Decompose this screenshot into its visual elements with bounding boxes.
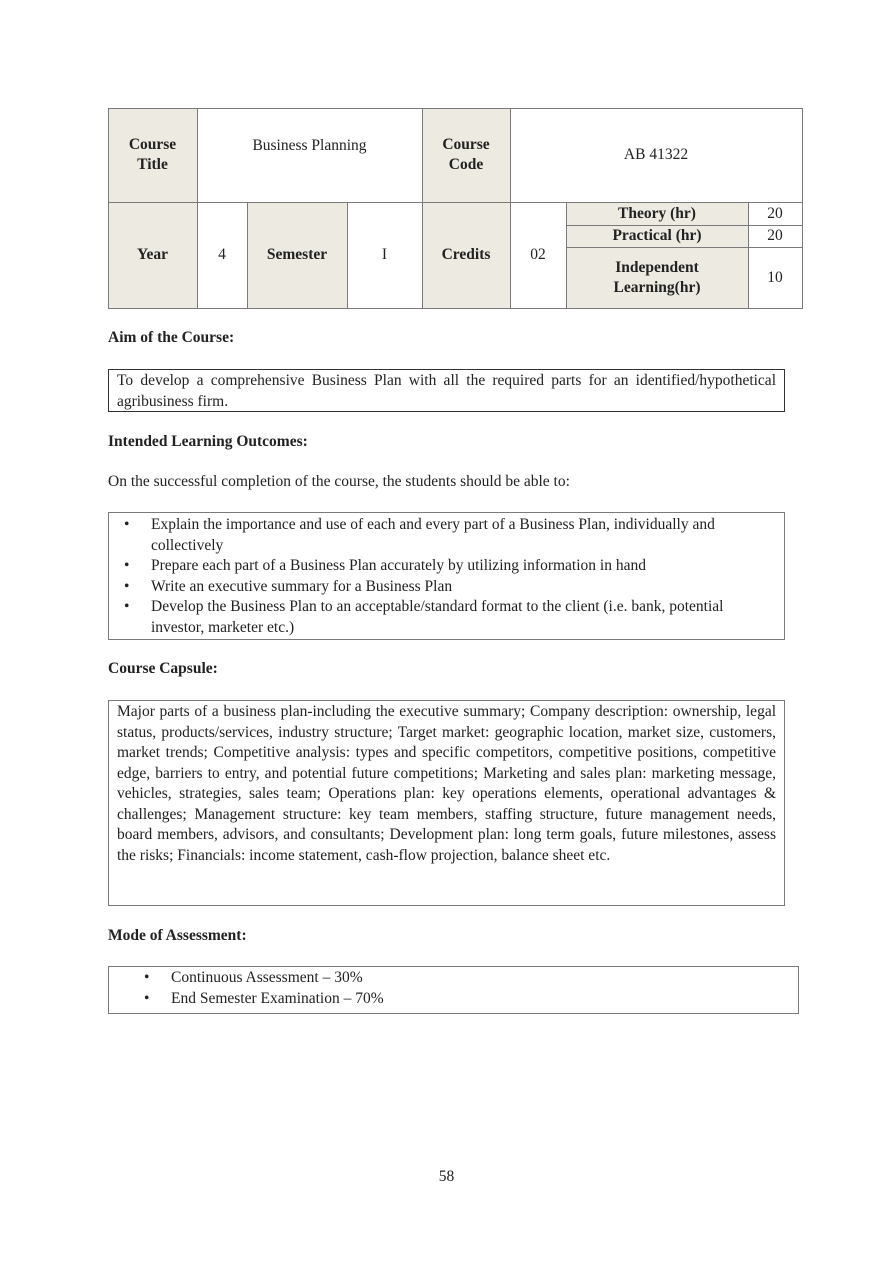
course-title-label — [108, 108, 197, 202]
table-col-divider — [347, 202, 348, 309]
practical-hours-label: Practical (hr) — [566, 225, 748, 247]
ilo-item-text: Develop the Business Plan to an acceptable/standard format to the client (i.e. bank, potential investor, marketer etc.) — [151, 598, 724, 636]
ilo-item-text: Write an executive summary for a Business Plan — [151, 577, 453, 595]
table-border-top — [108, 108, 803, 109]
bullet-icon: • — [124, 598, 130, 615]
credits-value: 02 — [530, 246, 546, 263]
ilo-box — [108, 512, 785, 640]
table-col-divider — [247, 202, 248, 309]
bullet-icon: • — [144, 989, 150, 1007]
assessment-box — [108, 966, 799, 1014]
independent-learning-label-text: Independent Learning(hr) — [613, 258, 701, 296]
bullet-icon: • — [144, 969, 150, 986]
table-col-divider — [422, 108, 423, 309]
practical-hours-value: 20 — [767, 227, 783, 244]
independent-learning-label — [566, 247, 748, 308]
bullet-icon: • — [124, 516, 130, 533]
independent-learning-value: 10 — [767, 268, 783, 286]
assessment-heading: Mode of Assessment: — [108, 927, 247, 944]
capsule-heading: Course Capsule: — [108, 660, 218, 677]
assessment-item-text: Continuous Assessment – 30% — [171, 969, 363, 986]
table-subrow-divider — [566, 247, 803, 248]
assessment-list — [129, 968, 798, 1009]
aim-box: To develop a comprehensive Business Plan with all the required parts for an identified/hypothetical agribusiness firm. — [108, 369, 785, 412]
page-number: 58 — [438, 1168, 455, 1185]
ilo-item-text: Explain the importance and use of each and every part of a Business Plan, individually and collectively — [151, 516, 715, 554]
ilo-list — [109, 515, 756, 638]
table-col-divider — [510, 108, 511, 309]
table-border-right — [802, 108, 803, 309]
ilo-heading: Intended Learning Outcomes: — [108, 433, 308, 450]
bullet-icon: • — [124, 577, 130, 595]
theory-hours-label: Theory (hr) — [566, 202, 748, 225]
capsule-box: Major parts of a business plan-including the executive summary; Company description: ownership, legal status, products/services, industry structure; Target market: geographic location, market size, customers, market trends; Competitive analysis: types and specific competitors, competitive positions, competitive edge, barriers to entry, and potential future competitions; Marketing and sales plan: marketing message, vehicles, strategies, sales team; Operations plan: key operations elements, operational advantages & challenges; Management structure: key team members, staffing structure, future management needs, board members, advisors, and consultants; Development plan: long term goals, future milestones, assess the risks; Financials: income statement, cash-flow projection, balance sheet etc. — [108, 700, 785, 906]
semester-value: I — [381, 246, 388, 263]
table-col-divider — [197, 108, 198, 309]
theory-hours-value: 20 — [767, 204, 783, 222]
table-col-divider — [748, 202, 749, 309]
table-border-left — [108, 108, 109, 309]
bullet-icon: • — [124, 557, 130, 574]
assessment-item-text: End Semester Examination – 70% — [171, 989, 384, 1007]
course-title-label-text: Course Title — [128, 136, 177, 173]
credits-label: Credits — [422, 202, 510, 308]
course-title-value: Business Planning — [252, 137, 367, 154]
year-label: Year — [108, 202, 197, 308]
ilo-item — [109, 515, 756, 556]
course-code-label — [422, 108, 510, 202]
table-col-divider — [566, 202, 567, 309]
aim-heading: Aim of the Course: — [108, 329, 235, 346]
assessment-item — [129, 968, 798, 989]
ilo-item — [109, 597, 756, 638]
ilo-intro: On the successful completion of the course, the students should be able to: — [108, 473, 570, 490]
table-row-divider — [108, 202, 803, 203]
ilo-item-text: Prepare each part of a Business Plan accurately by utilizing information in hand — [151, 557, 646, 574]
year-value: 4 — [218, 246, 226, 263]
semester-label: Semester — [247, 202, 347, 308]
ilo-item — [109, 577, 756, 598]
ilo-item — [109, 556, 756, 577]
course-code-label-text: Course Code — [442, 136, 490, 173]
table-border-bottom — [108, 308, 803, 309]
course-code-value: AB 41322 — [623, 146, 689, 163]
assessment-item — [129, 989, 798, 1010]
table-subrow-divider — [566, 225, 803, 226]
